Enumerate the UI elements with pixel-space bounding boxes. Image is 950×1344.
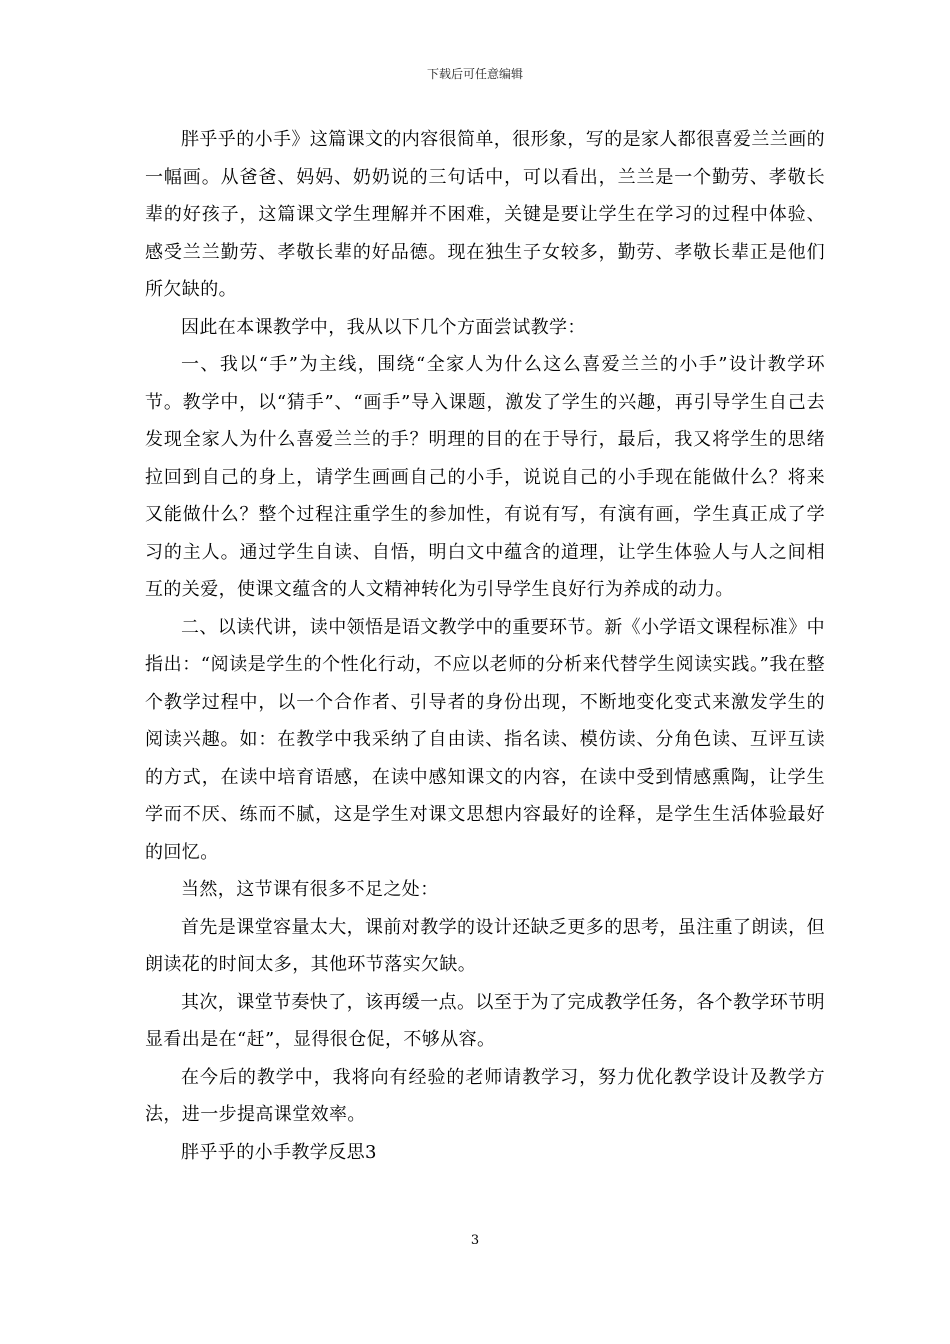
paragraph-future-plan: 在今后的教学中，我将向有经验的老师请教学习，努力优化教学设计及教学方法，进一步提高课堂效率。 [145, 1066, 825, 1125]
page-number: 3 [470, 1233, 480, 1248]
paragraph-point-two: 二、以读代讲，读中领悟是语文教学中的重要环节。新《小学语文课程标准》中指出：“阅读是学生的个性化行动，不应以老师的分析来代替学生阅读实践。”我在整个教学过程中，以一个合作者、引导者的身份出现，不断地变化变式来激发学生的阅读兴趣。如：在教学中我采纳了自由读、指名读、模仿读、分角色读、互评互读的方式，在读中培育语感，在读中感知课文的内容，在读中受到情感熏陶，让学生学而不厌、练而不腻，这是学生对课文思想内容最好的诠释，是学生生活体验最好的回忆。 [145, 616, 825, 863]
section-heading: 胖乎乎的小手教学反思3 [181, 1141, 377, 1163]
paragraph-point-one: 一、我以“手”为主线，围绕“全家人为什么这么喜爱兰兰的小手”设计教学环节。教学中，以“猜手”、“画手”导入课题，激发了学生的兴趣，再引导学生自己去发现全家人为什么喜爱兰兰的手？明理的目的在于导行，最后，我又将学生的思绪拉回到自己的身上，请学生画画自己的小手，说说自己的小手现在能做什么？将来又能做什么？整个过程注重学生的参加性，有说有写，有演有画，学生真正成了学习的主人。通过学生自读、自悟，明白文中蕴含的道理，让学生体验人与人之间相互的关爱，使课文蕴含的人文精神转化为引导学生良好行为养成的动力。 [145, 354, 825, 600]
paragraph-shortcomings: 当然，这节课有很多不足之处： [181, 879, 439, 900]
paragraph-intro: 胖乎乎的小手》这篇课文的内容很简单，很形象，写的是家人都很喜爱兰兰画的一幅画。从爸爸、妈妈、奶奶说的三句话中，可以看出，兰兰是一个勤劳、孝敬长辈的好孩子，这篇课文学生理解并不困难，关键是要让学生在学习的过程中体验、感受兰兰勤劳、孝敬长辈的好品德。现在独生子女较多，勤劳、孝敬长辈正是他们所欠缺的。 [145, 129, 825, 300]
document-body [145, 121, 825, 1171]
paragraph-first-issue: 首先是课堂容量太大，课前对教学的设计还缺乏更多的思考，虽注重了朗读，但朗读花的时间太多，其他环节落实欠缺。 [145, 916, 825, 975]
paragraph-approach: 因此在本课教学中，我从以下几个方面尝试教学： [181, 316, 586, 338]
page-header: 下载后可任意编辑 [426, 67, 523, 81]
paragraph-second-issue: 其次，课堂节奏快了，该再缓一点。以至于为了完成教学任务，各个教学环节明显看出是在“赶”，显得很仓促，不够从容。 [145, 991, 825, 1050]
